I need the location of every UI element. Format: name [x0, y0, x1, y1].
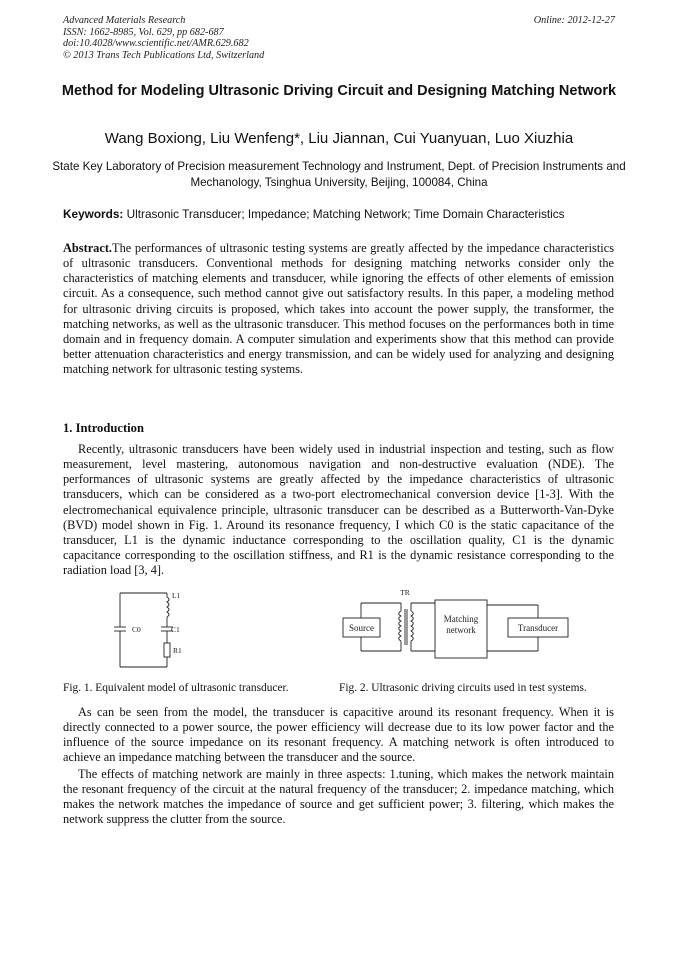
author-list: Wang Boxiong, Liu Wenfeng*, Liu Jiannan, Cui Yuanyuan, Luo Xiuzhia: [104, 130, 574, 147]
intro-paragraph-2: As can be seen from the model, the transducer is capacitive around its resonant frequency. When it is directly connected to a power source, the power efficiency will decrease due to its low power factor and the influence of the source impedance on its resonant frequency. A matching network is often introduced to achieve an impedance matching between the transducer and the source.: [63, 705, 614, 765]
figure-1-bvd-circuit: [110, 585, 220, 681]
intro-paragraph-3: The effects of matching network are mainly in three aspects: 1.tuning, which makes the network maintain the resonant frequency of the circuit at the natural frequency of the transducer; 2. impedance matching, which makes the network matches the impedance of source and get sufficient power; 3. filtering, which makes the network suppress the clutter from the source.: [63, 767, 614, 827]
keywords-line: [63, 207, 623, 222]
tr-primary-coil: [399, 611, 401, 641]
label-matching-line1: Matching: [443, 614, 479, 624]
l1-inductor: [167, 597, 169, 617]
label-r1: R1: [173, 646, 182, 655]
paper-title: Method for Modeling Ultrasonic Driving Circuit and Designing Matching Network: [61, 83, 617, 99]
figure-2-caption: Fig. 2. Ultrasonic driving circuits used in test systems.: [339, 682, 587, 694]
tr-secondary-coil: [411, 611, 413, 641]
journal-name: Advanced Materials Research: [63, 15, 186, 26]
abstract: [63, 241, 614, 377]
section-heading-introduction: 1. Introduction: [63, 421, 144, 435]
issn-line: ISSN: 1662-8985, Vol. 629, pp 682-687: [63, 26, 224, 38]
abstract-text: The performances of ultrasonic testing systems are greatly affected by the impedance characteristics of ultrasonic transducers. Conventional methods for designing matching networks consider only the characteristics of matching elements and transducer, while ignoring the effects of other elements of emission circuit. As a consequence, such method cannot give out satisfactory results. In this paper, a modeling method for ultrasonic driving circuits is proposed, which takes into account the power supply, the transformer, the matching networks, as well as the ultrasonic transducer. This method focuses on the performances both in time domain and in frequency domain. A computer simulation and experiments show that this method can provide better attenuation characteristics and energy transmission, and can be widely used for analyzing and designing matching network for ultrasonic testing systems.: [63, 241, 614, 377]
online-date: Online: 2012-12-27: [533, 15, 615, 26]
label-l1: L1: [172, 591, 181, 600]
label-transducer: Transducer: [517, 623, 559, 633]
abstract-label: Abstract.: [63, 241, 113, 255]
r1-resistor: [164, 643, 170, 657]
doi-line[interactable]: doi:10.4028/www.scientific.net/AMR.629.682: [63, 38, 249, 49]
keywords-label: Keywords:: [63, 207, 124, 221]
figure-2-driving-circuit: [335, 585, 585, 665]
label-tr: TR: [400, 588, 410, 597]
copyright-line: © 2013 Trans Tech Publications Ltd, Switzerland: [63, 49, 265, 61]
intro-paragraph-1: Recently, ultrasonic transducers have been widely used in industrial inspection and testing, such as flow measurement, level mastering, autonomous navigation and non-destructive evaluation (NDE). The performances of ultrasonic systems are greatly affected by the impedance characteristics of ultrasonic transducers, which can be considered as a two-port electromechanical conversion device [1-3]. With the electromechanical equivalence principle, ultrasonic transducer can be described as a Butterworth-Van-Dyke (BVD) model shown in Fig. 1. Around its resonance frequency, I which C0 is the static capacitance of the transducer, L1 is the dynamic inductance corresponding to the oscillation quality, C1 is the dynamic capacitance corresponding to the oscillation stiffness, and R1 is the dynamic resistance corresponding to the radiation load [3, 4].: [63, 442, 614, 578]
keywords-text: Ultrasonic Transducer; Impedance; Matching Network; Time Domain Characteristics: [126, 207, 565, 221]
label-matching-line2: network: [446, 625, 476, 635]
label-c1: C1: [171, 625, 180, 634]
label-c0: C0: [132, 625, 141, 634]
label-source: Source: [349, 623, 374, 633]
journal-header: [63, 15, 615, 61]
affiliation: State Key Laboratory of Precision measurement Technology and Instrument, Dept. of Precision Instruments and Mechanology, Tsinghua University, Beijing, 100084, China: [52, 160, 626, 189]
figure-1-caption: Fig. 1. Equivalent model of ultrasonic transducer.: [63, 682, 289, 694]
